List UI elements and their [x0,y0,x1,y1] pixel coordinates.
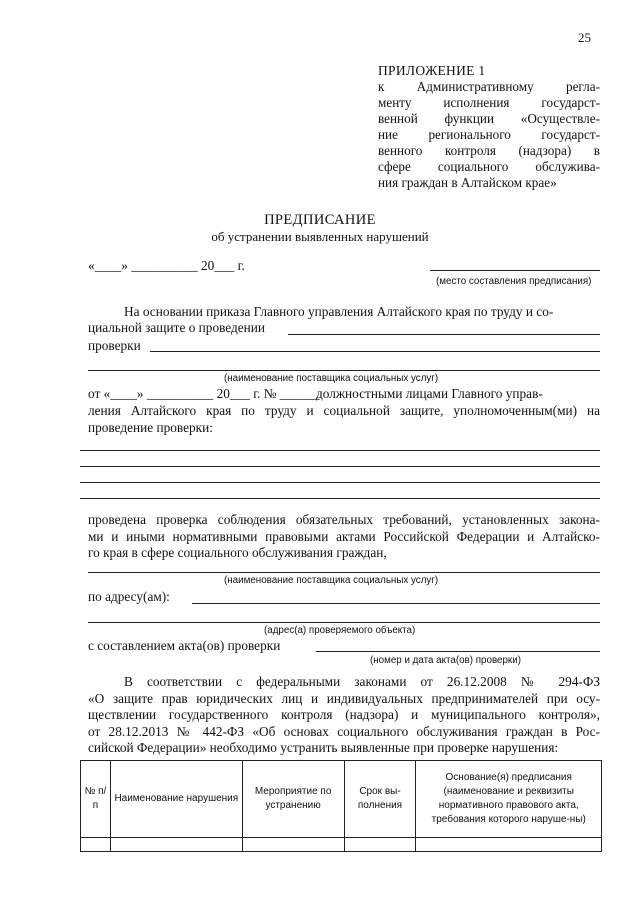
act-label: с составлением акта(ов) проверки [88,638,281,653]
officials-line-1-rest: должностными лицами Главного управ- [316,386,543,401]
table-cell [81,838,111,852]
place-caption: (место составления предписания) [436,276,592,287]
appendix-line: венного контроля (надзора) в [378,143,600,158]
address-blank-1 [192,603,600,604]
act-caption: (номер и дата акта(ов) проверки) [370,655,521,666]
officials-line-2: ления Алтайского края по труду и социальной защите, уполномоченным(ми) на [88,403,600,418]
address-blank-2 [88,622,600,623]
inspection-line-1: проведена проверка соблюдения обязательных требований, установленных закона- [88,512,600,527]
appendix-line: ние регионального государст- [378,127,600,142]
table-row [81,838,602,852]
appendix-title: ПРИЛОЖЕНИЕ 1 [378,63,486,78]
document-subtitle: об устранении выявленных нарушений [211,229,429,244]
laws-line-4: от 28.12.2013 № 442-ФЗ «Об основах социального обслуживания граждан в Рос- [88,723,600,739]
officials-blank-1 [80,450,600,451]
col-number: № п/п [81,761,111,838]
inspection-line-3: го края в сфере социального обслуживания граждан, [88,545,387,560]
page-number: 25 [578,30,591,45]
col-basis: Основание(я) предписания (наименование и реквизиты нормативного правового акта, требования которого наруше-ны) [416,761,602,838]
appendix-line: венной функции «Осуществле- [378,111,600,126]
violations-table [80,760,602,852]
table-cell [110,838,242,852]
table-cell [416,838,602,852]
basis-line-1: На основании приказа Главного управления Алтайского края по труду и со- [124,304,554,319]
provider-caption-1: (наименование поставщика социальных услуг) [224,373,439,384]
officials-blank-3 [80,482,600,483]
appendix-line: сфере социального обслужива- [378,159,600,174]
laws-line-2: «О защите прав юридических лиц и индивидуальных предпринимателей при осу- [88,690,600,706]
inspection-paragraph [88,512,600,562]
document-title: ПРЕДПИСАНИЕ [264,212,376,228]
appendix-line: менту исполнения государст- [378,95,600,110]
officials-blank-4 [80,498,600,499]
provider-caption-2: (наименование поставщика социальных услуг) [224,575,439,586]
table-cell [242,838,344,852]
col-deadline: Срок вы-полнения [344,761,416,838]
laws-line-1: В соответствии с федеральными законами от 26.12.2008 № 294-ФЗ [124,674,600,689]
officials-paragraph [88,403,600,436]
laws-line-3: ществлении государственного контроля (надзора) и муниципального контроля», [88,707,600,722]
table-header-row [81,761,602,838]
officials-blank-2 [80,466,600,467]
inspection-line-2: ми и иными нормативными правовыми актами Российской Федерации и Алтайско- [88,528,600,544]
act-blank [316,651,600,652]
table-cell [344,838,416,852]
place-line [430,270,600,271]
officials-line-3: проведение проверки: [88,419,213,435]
basis-blank-2 [150,351,600,352]
laws-line-5: сийской Федерации» необходимо устранить выявленные при проверке нарушения: [88,740,559,755]
laws-paragraph [88,674,600,757]
address-caption: (адрес(а) проверяемого объекта) [264,625,416,636]
basis-line-2: циальной защите о проведении [88,320,266,335]
appendix-block [378,63,600,191]
col-measure: Мероприятие по устранению [242,761,344,838]
basis-line-3: проверки [88,338,141,353]
provider-blank-1 [88,370,600,371]
col-violation: Наименование нарушения [110,761,242,838]
appendix-line: ния граждан в Алтайском крае» [378,175,557,190]
date-line: «____» __________ 20___ г. [88,258,245,273]
address-label: по адресу(ам): [88,589,170,604]
officials-line-1-from: от «____» __________ 20___ г. № ______ [88,386,320,401]
basis-blank-1 [288,334,600,335]
appendix-line: к Административному регла- [378,79,600,94]
provider-blank-2 [88,572,600,573]
